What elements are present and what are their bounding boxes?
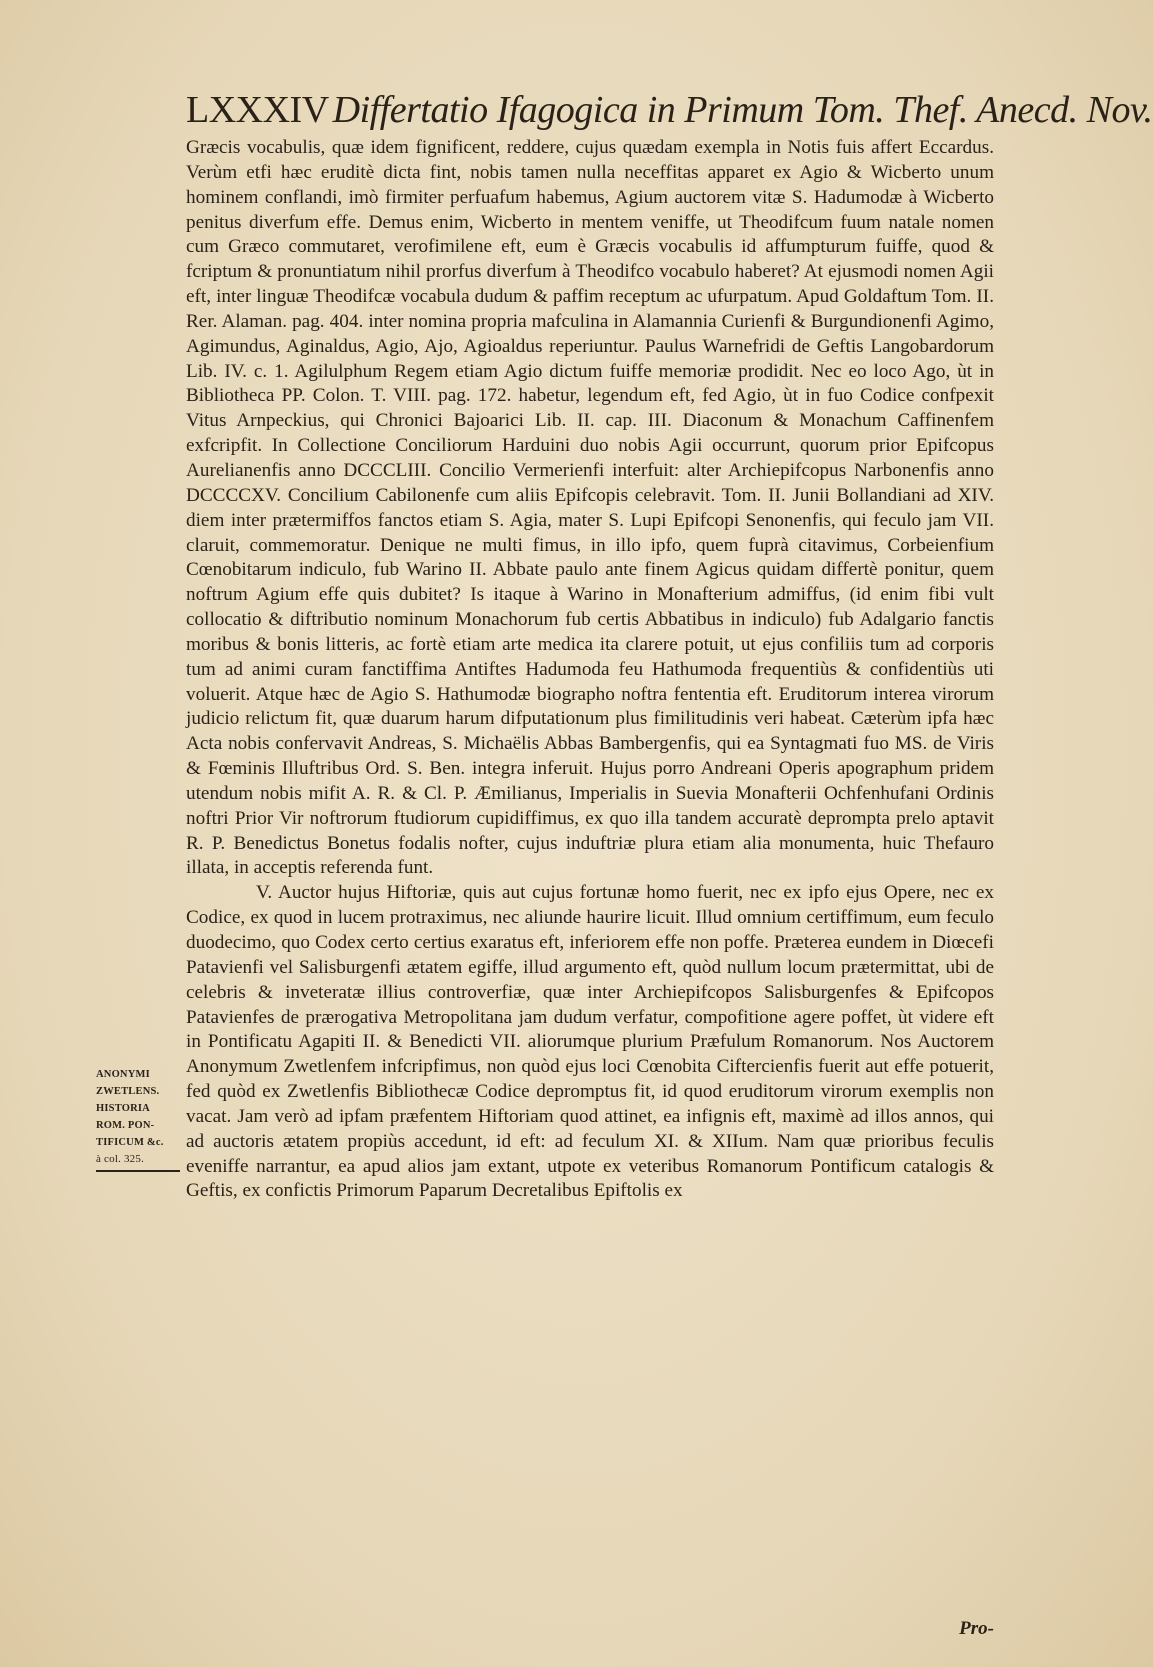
marginal-rule	[96, 1170, 180, 1172]
paragraph-1: Græcis vocabulis, quæ idem fignificent, reddere, cujus quædam exempla in Notis fuis affert Eccardus. Verùm etfi hæc eruditè dicta fint, nobis tamen nulla neceffitas apparet ex Agio & Wicberto unum hominem conflandi, imò firmiter perfuafum habemus, Agium auctorem vitæ S. Hadumodæ à Wicberto penitus diverfum effe. Demus enim, Wicberto in mentem veniffe, ut Theodifcum fuum natale nomen cum Græco commutaret, verofimilene eft, eum è Græcis vocabulis id affumpturum fuiffe, quod & fcriptum & pronuntiatum nihil prorfus diverfum à Theodifco vocabulo haberet? At ejusmodi nomen Agii eft, inter linguæ Theodifcæ vocabula dudum & paffim receptum ac ufurpatum. Apud Goldaftum Tom. II. Rer. Alaman. pag. 404. inter nomina propria mafculina in Alamannia Curienfi & Burgundionenfi Agimo, Agimundus, Aginaldus, Agio, Ajo, Agioaldus reperiuntur. Paulus Warnefridi de Geftis Langobardorum Lib. IV. c. 1. Agilulphum Regem etiam Agio dictum fuiffe memoriæ prodidit. Nec eo loco Ago, ùt in Bibliotheca PP. Colon. T. VIII. pag. 172. habetur, legendum eft, fed Agio, ùt in fuo Codice confpexit Vitus Arnpeckius, qui Chronici Bajoarici Lib. II. cap. III. Diaconum & Monachum Caffinenfem exfcripfit. In Collectione Conciliorum Harduini duo nobis Agii occurrunt, quorum prior Epifcopus Aurelianenfis anno DCCCLIII. Concilio Vermerienfi interfuit: alter Archiepifcopus Narbonenfis anno DCCCCXV. Concilium Cabilonenfe cum aliis Epifcopis celebravit. Tom. II. Junii Bollandiani ad XIV. diem inter prætermiffos fanctos etiam S. Agia, mater S. Lupi Epifcopi Senonenfis, qui feculo jam VII. claruit, commemoratur. Denique ne multi fimus, in illo ipfo, quem fuprà citavimus, Corbeienfium Cœnobitarum indiculo, fub Warino II. Abbate paulo ante finem Agicus quidam differtè ponitur, quem noftrum Agium effe quis dubitet? Is itaque à Warino in Monafterium admiffus, (id enim fibi vult collocatio & diftributio nominum Monachorum fub certis Abbatibus in indiculo) fub Adalgario fanctis moribus & bonis litteris, ac fortè etiam arte medica ita clarere potuit, ut ejus confiliis tum ad corporis tum ad animi curam fanctiffima Antiftes Hadumoda feu Hathumoda frequentiùs & confidentiùs uti voluerit. Atque hæc de Agio S. Hathumodæ biographo noftra fententia eft. Eruditorum interea virorum judicio relictum fit, quæ duarum harum difputationum plus fimilitudinis veri habeat. Cæterùm ipfa hæc Acta nobis confervavit Andreas, S. Michaëlis Abbas Bambergenfis, qui ea Syntagmati fuo MS. de Viris & Fœminis Illuftribus Ord. S. Ben. integra inferuit. Hujus porro Andreani Operis apographum pridem utendum nobis mifit A. R. & Cl. P. Æmilianus, Imperialis in Suevia Monafterii Ochfenhufani Ordinis noftri Prior Vir noftrorum ftudiorum cupidiffimus, ex quo illa tandem accuratè deprompta prelo aptavit R. P. Benedictus Bonetus fodalis nofter, cujus induftriæ plura etiam alia monumenta, huic Thefauro illata, in acceptis referenda funt.	[186, 137, 994, 879]
marginal-line: ZWETLENS.	[96, 1086, 160, 1097]
marginal-line: HISTORIA	[96, 1103, 150, 1114]
marginal-note	[96, 1066, 180, 1172]
catchword: Pro-	[959, 1618, 994, 1639]
paragraph-2: V. Auctor hujus Hiftoriæ, quis aut cujus fortunæ homo fuerit, nec ex ipfo ejus Opere, nec ex Codice, ex quod in lucem protraximus, nec aliunde haurire licuit. Illud omnium certiffimum, eum feculo duodecimo, quo Codex certo certius exaratus eft, inferiorem effe non poffe. Præterea eundem in Diœcefi Patavienfi vel Salisburgenfi ætatem egiffe, illud argumento eft, quòd nullum locum prætermittat, ubi de celebris & inveteratæ illius controverfiæ, quæ inter Archiepifcopos Salisburgenfes & Epifcopos Patavienfes de prærogativa Metropolitana jam dudum verfatur, compofitione agere poffet, ùt videre eft in Pontificatu Agapiti II. & Benedicti VII. aliorumque plurium Præfulum Romanorum. Nos Auctorem Anonymum Zwetlenfem infcripfimus, non quòd ejus loci Cœnobita Ciftercienfis fuerit aut effe potuerit, fed quòd ex Zwetlenfis Bibliothecæ Codice depromptus fit, id quod eruditorum virorum exemplis non vacat. Jam verò ad ipfam præfentem Hiftoriam quod attinet, ea infignis eft, maximè ad illos annos, qui ad auctoris ætatem propiùs accedunt, id eft: ad feculum XI. & XIIum. Nam quæ prioribus feculis eveniffe narrantur, ea apud alios jam extant, utpote ex veteribus Romanorum Pontificum catalogis & Geftis, ex confictis Primorum Paparum Decretalibus Epiftolis ex	[186, 882, 994, 1202]
running-title: Differtatio Ifagogica in Primum Tom. Thef. Anecd. Nov.	[332, 89, 1153, 131]
marginal-line: ANONYMI	[96, 1069, 150, 1080]
running-head	[186, 88, 1153, 132]
marginal-reference: à col. 325.	[96, 1153, 145, 1165]
page-folio: LXXXIV	[186, 89, 329, 131]
body-text	[186, 136, 994, 1204]
marginal-line: TIFICUM &c.	[96, 1137, 164, 1148]
marginal-line: ROM. PON-	[96, 1120, 155, 1131]
